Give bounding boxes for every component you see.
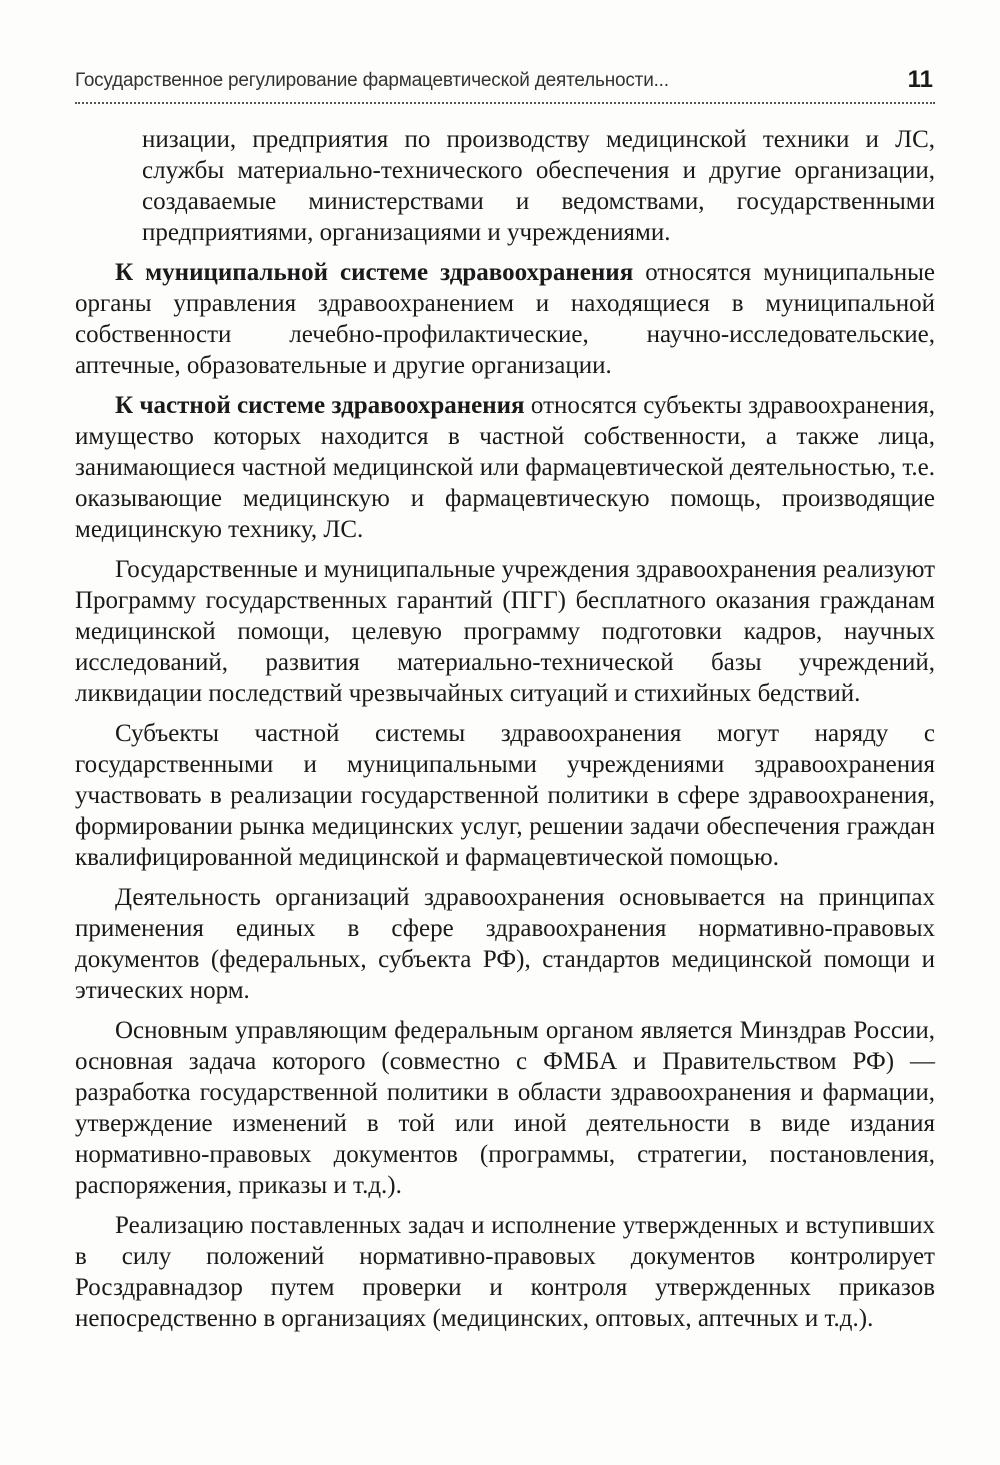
term-municipal-system: К муниципальной системе здравоохранения [115,259,634,286]
paragraph-text: Субъекты частной системы здравоохранения могут наряду с государственными и муниципальными учреждениями здравоохранения участвовать в реализации государственной политики в сфере здравоохранения, формировании рынка медицинских услуг, решении задачи обеспечения граждан квалифицированной медицинской и фармацевтической помощью. [75,720,935,871]
running-header [75,62,935,104]
paragraph-text: Деятельность организаций здравоохранения основывается на принципах применения единых в сфере здравоохранения нормативно-правовых документов (федеральных, субъекта РФ), стандартов медицинской помощи и этических норм. [75,884,935,1004]
paragraph-text: Реализацию поставленных задач и исполнение утвержденных и вступивших в силу положений нормативно-правовых документов контролирует Росздравнадзор путем проверки и контроля утвержденных приказов непосредственно в организациях (медицинских, оптовых, аптечных и т.д.). [75,1212,935,1332]
paragraph-roszdravnadzor [75,1210,935,1334]
paragraph-private-subjects [75,718,935,873]
page-number: 11 [907,66,933,93]
paragraph-text: относятся муниципальные органы управления здравоохранением и находящиеся в муниципальной собственности лечебно-профилактические, научно-исследовательские, аптечные, образовательные и другие организации. [75,259,935,379]
paragraph-text: относятся субъекты здравоохранения, имущество которых находится в частной собственности, а также лица, занимающиеся частной медицинской или фармацевтической деятельностью, т.е. оказывающие медицинскую и фармацевтическую помощь, производящие медицинскую технику, ЛС. [75,392,935,543]
paragraph-principles [75,882,935,1006]
paragraph-ministry [75,1015,935,1201]
term-private-system: К частной системе здравоохранения [115,392,525,419]
body-text [75,124,935,1343]
paragraph-text: Основным управляющим федеральным органом является Минздрав России, основная задача которого (совместно с ФМБА и Правительством РФ) — разработка государственной политики в области здравоохранения и фармации, утверждение изменений в той или иной деятельности в виде издания нормативно-правовых документов (программы, стратегии, постановления, распоряжения, приказы и т.д.). [75,1017,935,1199]
header-title: Государственное регулирование фармацевтической деятельности... [75,70,669,91]
paragraph-text: низации, предприятия по производству медицинской техники и ЛС, службы материально-технического обеспечения и другие организации, создаваемые министерствами и ведомствами, государственными предприятиями, организациями и учреждениями. [142,126,935,246]
paragraph-text: Государственные и муниципальные учреждения здравоохранения реализуют Программу государственных гарантий (ПГГ) бесплатного оказания гражданам медицинской помощи, целевую программу подготовки кадров, научных исследований, развития материально-технической базы учреждений, ликвидации последствий чрезвычайных ситуаций и стихийных бедствий. [75,556,935,707]
paragraph-private-system [75,390,935,545]
paragraph-continued [75,124,935,248]
paragraph-municipal-system [75,257,935,381]
paragraph-state-guarantees [75,554,935,709]
